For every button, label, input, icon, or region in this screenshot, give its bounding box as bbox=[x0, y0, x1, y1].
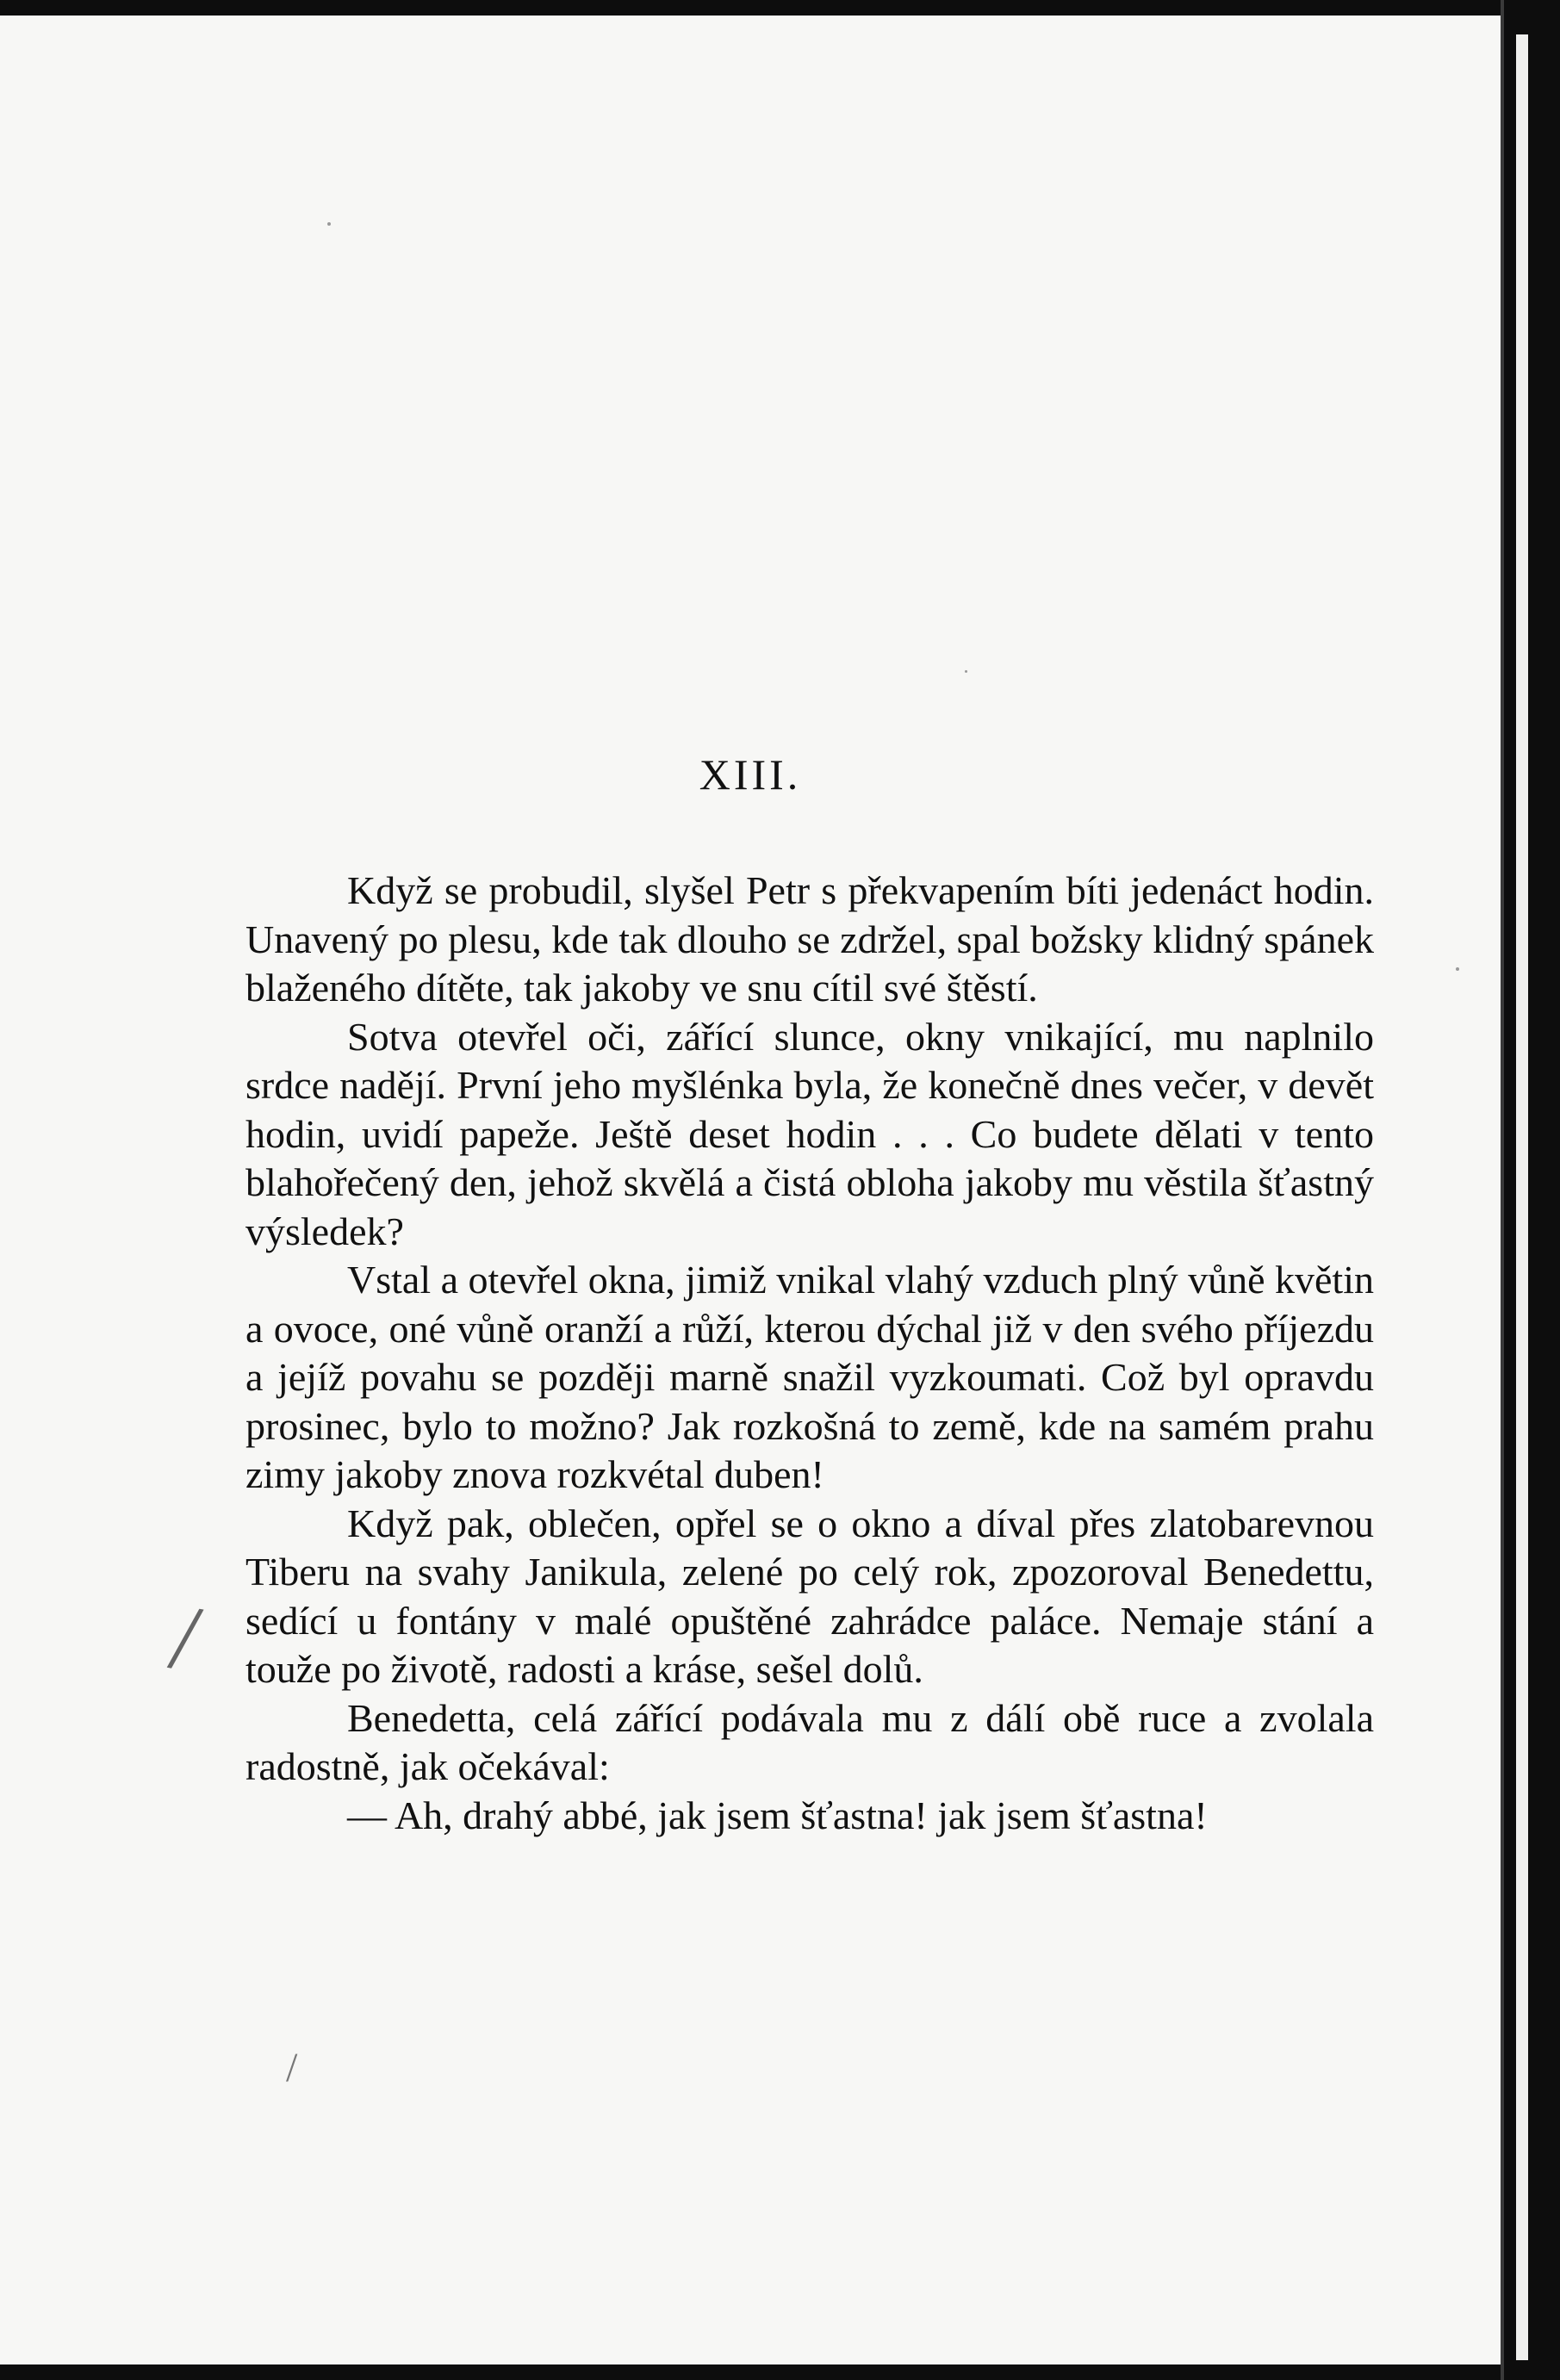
margin-pencil-mark: / bbox=[163, 1583, 208, 1692]
paper-speck bbox=[965, 670, 967, 673]
book-page bbox=[0, 16, 1501, 2364]
chapter-body bbox=[245, 867, 1374, 1840]
paragraph-1: Když se probudil, slyšel Petr s překvapením bíti jedenáct hodin. Unavený po plesu, kde tak dlouho se zdržel, spal božsky klidný spánek blaženého dítěte, tak jakoby ve snu cítil své štěstí. bbox=[245, 868, 1374, 1010]
margin-pencil-mark: / bbox=[286, 2045, 298, 2091]
chapter-heading: XIII. bbox=[699, 750, 802, 799]
paragraph-3: Vstal a otevřel okna, jimiž vnikal vlahý vzduch plný vůně květin a ovoce, oné vůně oranží a růží, kterou dýchal již v den svého příjezdu a jejíž povahu se později marně snažil vyzkoumati. Což byl opravdu prosinec, bylo to možno? Jak rozkošná to země, kde na samém prahu zimy jakoby znova rozkvétal duben! bbox=[245, 1258, 1374, 1496]
paragraph-5: Benedetta, celá zářící podávala mu z dálí obě ruce a zvolala radostně, jak očekával: bbox=[245, 1695, 1374, 1788]
paper-speck bbox=[327, 222, 331, 226]
page-edge-shadow bbox=[1501, 0, 1504, 2380]
paragraph-6-dialogue: — Ah, drahý abbé, jak jsem šťastna! jak jsem šťastna! bbox=[347, 1793, 1208, 1837]
paragraph-2: Sotva otevřel oči, zářící slunce, okny vnikající, mu naplnilo srdce nadějí. První jeho myšlénka byla, že konečně dnes večer, v devět hodin, uvidí papeže. Ještě deset hodin . . . Co budete dělati v tento blahořečený den, jehož skvělá a čistá obloha jakoby mu věstila šťastný výsledek? bbox=[245, 1014, 1374, 1253]
paper-speck bbox=[1456, 967, 1459, 971]
adjacent-page-strip bbox=[1516, 34, 1528, 2360]
paragraph-4: Když pak, oblečen, opřel se o okno a díval přes zlatobarevnou Tiberu na svahy Janikula, zelené po celý rok, zpozoroval Benedettu, sedící u fontány v malé opuštěné zahrádce paláce. Nemaje stání a touže po životě, radosti a kráse, sešel dolů. bbox=[245, 1501, 1374, 1691]
